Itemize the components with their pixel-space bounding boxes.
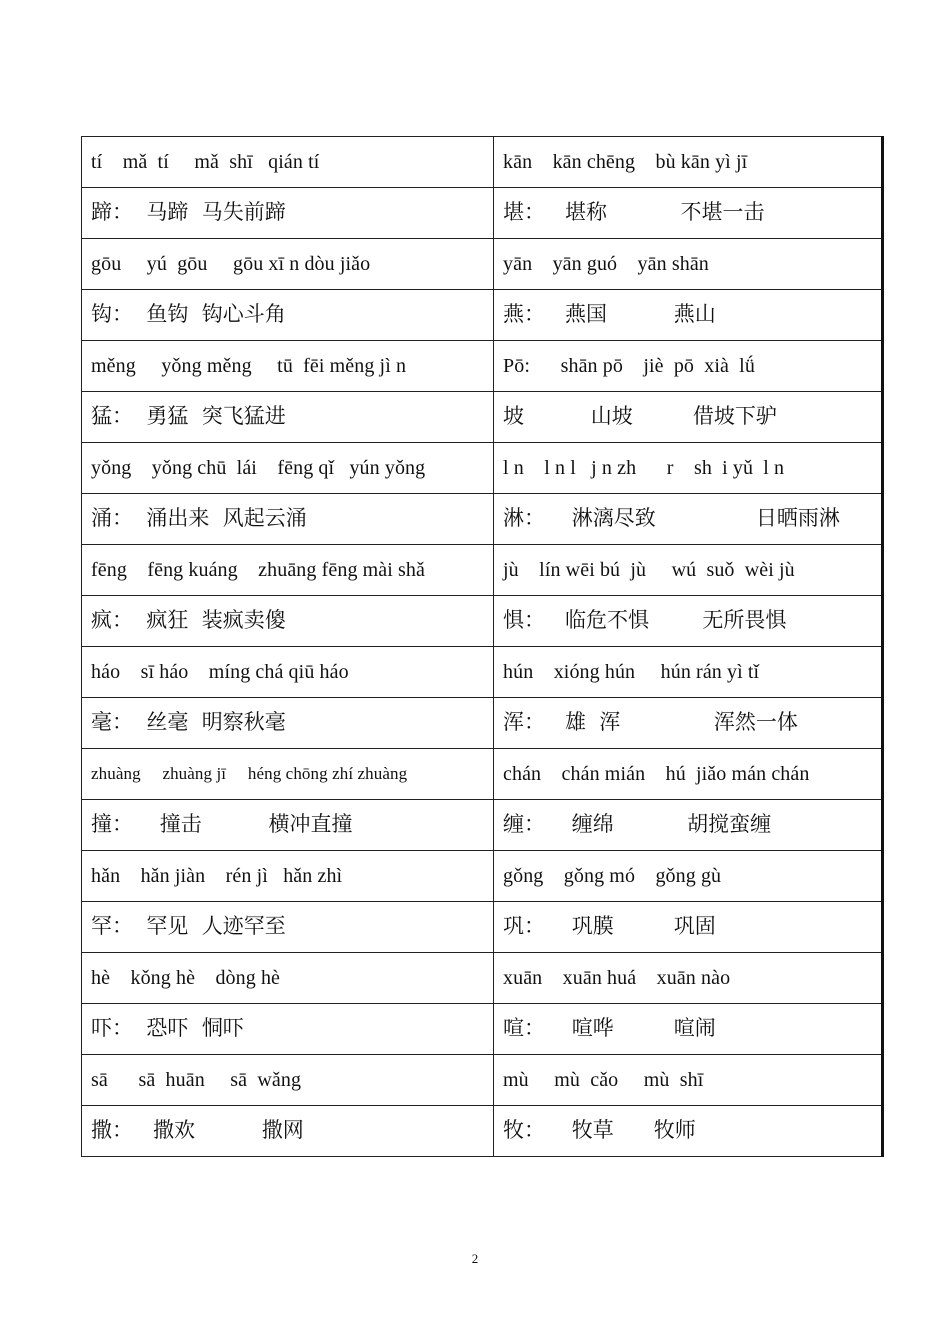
character-row: [82, 494, 883, 545]
pinyin-row: [82, 953, 883, 1004]
pinyin-cell-left: fēng fēng kuáng zhuāng fēng mài shǎ: [82, 545, 494, 596]
character-cell-right: 巩： 巩膜 巩固: [494, 902, 883, 953]
pinyin-cell-right: yān yān guó yān shān: [494, 239, 883, 290]
character-cell-left: 猛： 勇猛 突飞猛进: [82, 392, 494, 443]
pinyin-cell-left: háo sī háo míng chá qiū háo: [82, 647, 494, 698]
pinyin-cell-right: jù lín wēi bú jù wú suǒ wèi jù: [494, 545, 883, 596]
character-cell-left: 撒： 撒欢 撒网: [82, 1106, 494, 1157]
character-row: [82, 800, 883, 851]
page-number: 2: [471, 1251, 479, 1266]
character-row: [82, 1106, 883, 1157]
character-row: [82, 392, 883, 443]
character-row: [82, 596, 883, 647]
pinyin-row: [82, 443, 883, 494]
pinyin-row: [82, 749, 883, 800]
character-row: [82, 290, 883, 341]
pinyin-cell-left: gōu yú gōu gōu xī n dòu jiǎo: [82, 239, 494, 290]
pinyin-row: [82, 1055, 883, 1106]
pinyin-cell-right: chán chán mián hú jiǎo mán chán: [494, 749, 883, 800]
character-cell-left: 钩： 鱼钩 钩心斗角: [82, 290, 494, 341]
vocabulary-table-body: [82, 137, 883, 1157]
pinyin-cell-right: kān kān chēng bù kān yì jī: [494, 137, 883, 188]
pinyin-cell-right: mù mù cǎo mù shī: [494, 1055, 883, 1106]
pinyin-row: [82, 341, 883, 392]
character-cell-right: 坡 山坡 借坡下驴: [494, 392, 883, 443]
character-cell-right: 堪： 堪称 不堪一击: [494, 188, 883, 239]
pinyin-row: [82, 239, 883, 290]
vocabulary-table: [81, 136, 884, 1157]
pinyin-cell-left: zhuàng zhuàng jī héng chōng zhí zhuàng: [82, 749, 494, 800]
character-cell-right: 喧： 喧哗 喧闹: [494, 1004, 883, 1055]
pinyin-cell-left: sā sā huān sā wǎng: [82, 1055, 494, 1106]
pinyin-cell-left: hǎn hǎn jiàn rén jì hǎn zhì: [82, 851, 494, 902]
character-cell-left: 涌： 涌出来 风起云涌: [82, 494, 494, 545]
character-row: [82, 698, 883, 749]
character-cell-left: 疯： 疯狂 装疯卖傻: [82, 596, 494, 647]
character-cell-right: 燕： 燕国 燕山: [494, 290, 883, 341]
character-cell-left: 撞： 撞击 横冲直撞: [82, 800, 494, 851]
character-row: [82, 902, 883, 953]
pinyin-cell-right: hún xióng hún hún rán yì tǐ: [494, 647, 883, 698]
pinyin-cell-right: gǒng gǒng mó gǒng gù: [494, 851, 883, 902]
character-cell-right: 淋： 淋漓尽致 日晒雨淋: [494, 494, 883, 545]
pinyin-row: [82, 137, 883, 188]
pinyin-row: [82, 545, 883, 596]
character-row: [82, 1004, 883, 1055]
character-cell-right: 惧： 临危不惧 无所畏惧: [494, 596, 883, 647]
character-cell-right: 牧： 牧草 牧师: [494, 1106, 883, 1157]
character-cell-left: 毫： 丝毫 明察秋毫: [82, 698, 494, 749]
character-row: [82, 188, 883, 239]
pinyin-cell-left: měng yǒng měng tū fēi měng jì n: [82, 341, 494, 392]
pinyin-cell-right: l n l n l j n zh r sh i yǔ l n: [494, 443, 883, 494]
character-cell-left: 罕： 罕见 人迹罕至: [82, 902, 494, 953]
pinyin-cell-left: yǒng yǒng chū lái fēng qǐ yún yǒng: [82, 443, 494, 494]
character-cell-left: 吓： 恐吓 恫吓: [82, 1004, 494, 1055]
pinyin-cell-right: xuān xuān huá xuān nào: [494, 953, 883, 1004]
character-cell-right: 浑： 雄 浑 浑然一体: [494, 698, 883, 749]
character-cell-right: 缠： 缠绵 胡搅蛮缠: [494, 800, 883, 851]
pinyin-row: [82, 851, 883, 902]
character-cell-left: 蹄： 马蹄 马失前蹄: [82, 188, 494, 239]
pinyin-cell-left: tí mǎ tí mǎ shī qián tí: [82, 137, 494, 188]
pinyin-cell-left: hè kǒng hè dòng hè: [82, 953, 494, 1004]
pinyin-row: [82, 647, 883, 698]
pinyin-cell-right: Pō: shān pō jiè pō xià lǘ: [494, 341, 883, 392]
